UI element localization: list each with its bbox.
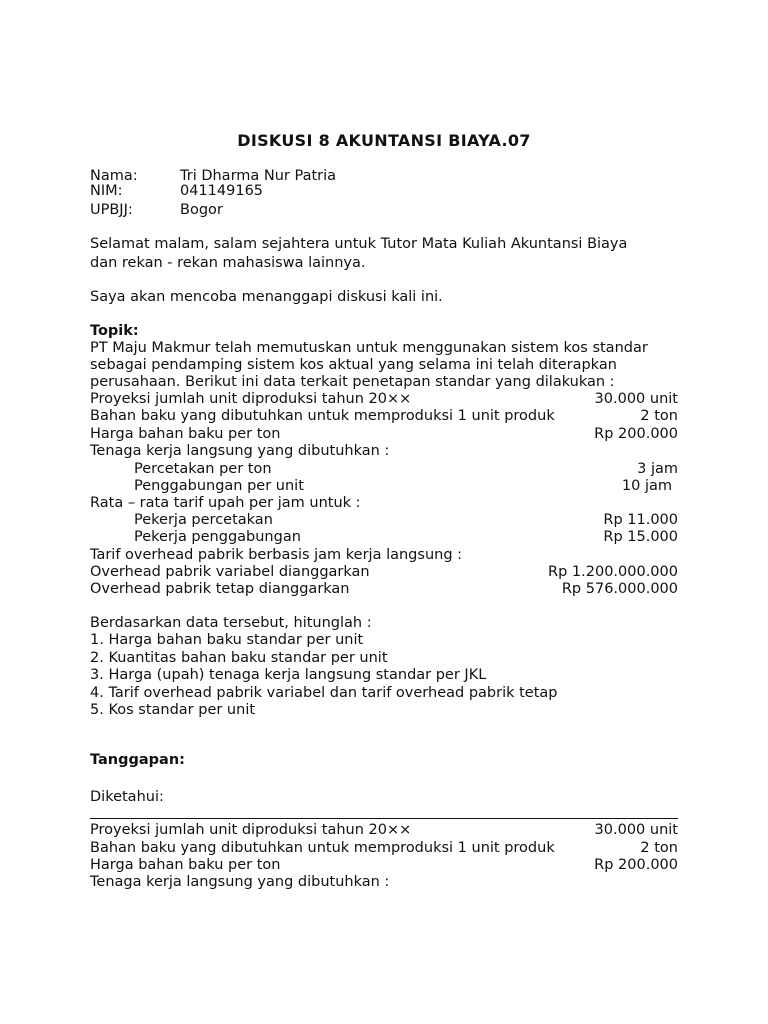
data-row — [90, 580, 678, 598]
data-row-value: 10 jam — [621, 478, 672, 494]
task-item: 5. Kos standar per unit — [90, 702, 256, 718]
data-row-value: 2 ton — [640, 840, 678, 856]
data-row-label: Harga bahan baku per ton — [90, 857, 281, 873]
identity-upbjj — [90, 201, 678, 219]
data-row — [90, 390, 678, 408]
identity-nim — [90, 182, 678, 200]
data-row-label: Tarif overhead pabrik berbasis jam kerja langsung : — [90, 547, 463, 563]
topik-paragraph-line-3: perusahaan. Berikut ini data terkait penetapan standar yang dilakukan : — [90, 374, 615, 390]
data-row — [90, 546, 678, 564]
data-row-label: Pekerja percetakan — [134, 512, 273, 528]
data-row-value: Rp 11.000 — [603, 512, 678, 528]
task-item: 4. Tarif overhead pabrik variabel dan tarif overhead pabrik tetap — [90, 685, 558, 701]
data-row-label: Tenaga kerja langsung yang dibutuhkan : — [90, 443, 390, 459]
data-row-value: 30.000 unit — [594, 822, 678, 838]
data-row — [90, 563, 678, 581]
data-row-value: Rp 15.000 — [603, 529, 678, 545]
data-row — [90, 494, 678, 512]
data-row — [90, 528, 678, 546]
data-row-label: Rata – rata tarif upah per jam untuk : — [90, 495, 361, 511]
data-row-value: Rp 1.200.000.000 — [548, 564, 678, 580]
nim-label: NIM: — [90, 183, 123, 199]
data-row-value: 2 ton — [640, 408, 678, 424]
data-row — [90, 511, 678, 529]
divider-rule — [90, 818, 678, 819]
data-row — [90, 460, 678, 478]
diketahui-label: Diketahui: — [90, 789, 164, 805]
topik-heading: Topik: — [90, 323, 139, 339]
nama-value: Tri Dharma Nur Patria — [180, 168, 337, 184]
data-row-value: Rp 576.000.000 — [561, 581, 678, 597]
data-row — [90, 821, 678, 839]
upbjj-value: Bogor — [180, 202, 223, 218]
nim-value: 041149165 — [180, 183, 264, 199]
intro-text: Saya akan mencoba menanggapi diskusi kali ini. — [90, 289, 443, 305]
data-row-label: Penggabungan per unit — [134, 478, 304, 494]
tanggapan-heading: Tanggapan: — [90, 752, 185, 768]
task-item: 2. Kuantitas bahan baku standar per unit — [90, 650, 388, 666]
document-title: DISKUSI 8 AKUNTANSI BIAYA.07 — [237, 131, 531, 150]
data-row-label: Proyeksi jumlah unit diproduksi tahun 20×× — [90, 822, 412, 838]
greeting-line-2: dan rekan - rekan mahasiswa lainnya. — [90, 255, 366, 271]
data-row-label: Tenaga kerja langsung yang dibutuhkan : — [90, 874, 390, 890]
data-row-label: Overhead pabrik variabel dianggarkan — [90, 564, 370, 580]
data-row-value: 30.000 unit — [594, 391, 678, 407]
data-row — [90, 477, 678, 495]
data-row-value: Rp 200.000 — [594, 857, 678, 873]
data-row-label: Pekerja penggabungan — [134, 529, 301, 545]
data-row-label: Bahan baku yang dibutuhkan untuk memproduksi 1 unit produk — [90, 408, 555, 424]
upbjj-label: UPBJJ: — [90, 202, 133, 218]
data-row-label: Harga bahan baku per ton — [90, 426, 281, 442]
data-row — [90, 856, 678, 874]
data-row-value: Rp 200.000 — [594, 426, 678, 442]
data-row-label: Overhead pabrik tetap dianggarkan — [90, 581, 350, 597]
data-row — [90, 407, 678, 425]
data-row-label: Proyeksi jumlah unit diproduksi tahun 20×× — [90, 391, 412, 407]
task-item: 1. Harga bahan baku standar per unit — [90, 632, 364, 648]
task-item: 3. Harga (upah) tenaga kerja langsung standar per JKL — [90, 667, 487, 683]
data-row — [90, 839, 678, 857]
topik-paragraph-line-2: sebagai pendamping sistem kos aktual yang selama ini telah diterapkan — [90, 357, 617, 373]
data-row — [90, 873, 678, 891]
data-row — [90, 425, 678, 443]
nama-label: Nama: — [90, 168, 138, 184]
greeting-line-1: Selamat malam, salam sejahtera untuk Tutor Mata Kuliah Akuntansi Biaya — [90, 236, 628, 252]
data-row-label: Bahan baku yang dibutuhkan untuk memproduksi 1 unit produk — [90, 840, 555, 856]
tasks-intro: Berdasarkan data tersebut, hitunglah : — [90, 615, 372, 631]
data-row — [90, 442, 678, 460]
data-row-label: Percetakan per ton — [134, 461, 272, 477]
topik-paragraph-line-1: PT Maju Makmur telah memutuskan untuk menggunakan sistem kos standar — [90, 340, 648, 356]
data-row-value: 3 jam — [637, 461, 678, 477]
